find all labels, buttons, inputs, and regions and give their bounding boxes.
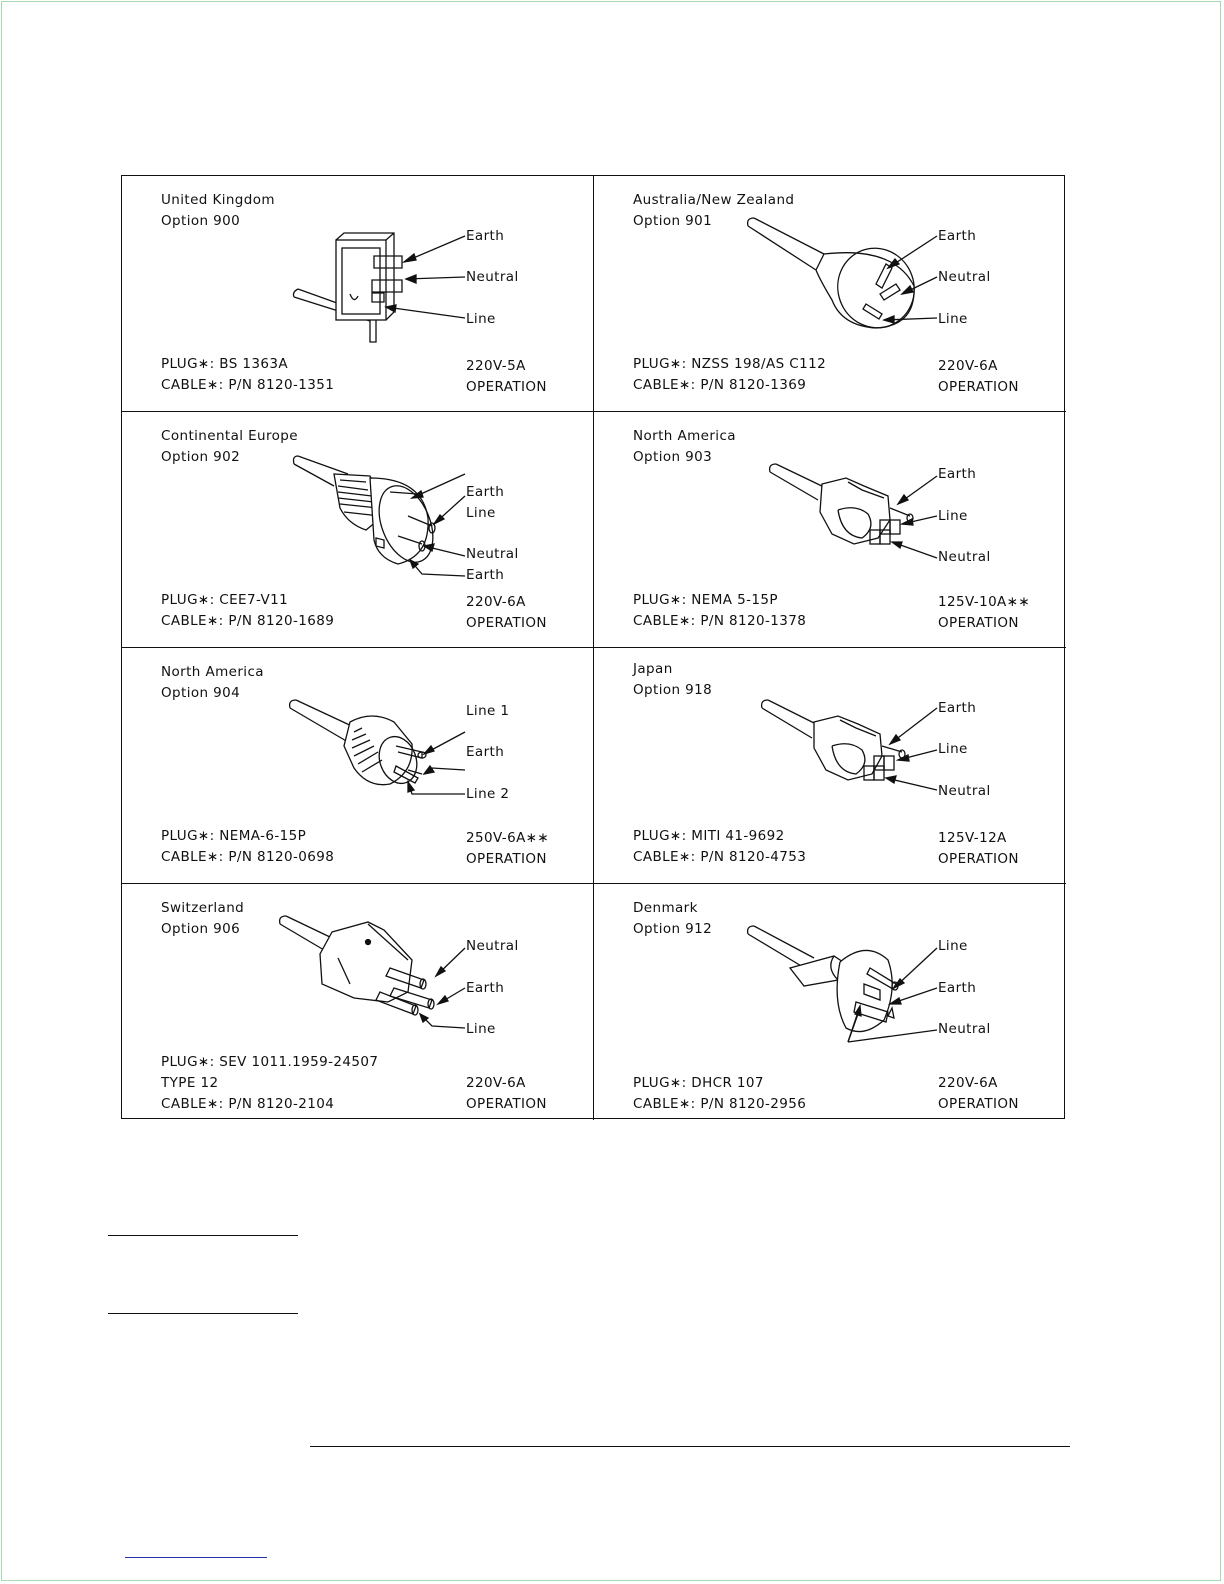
plug-cell-denmark bbox=[594, 884, 1066, 1120]
operation-label: OPERATION bbox=[466, 615, 547, 631]
section-rule bbox=[108, 1235, 298, 1236]
plug-spec: PLUG∗: CEE7-V11 bbox=[161, 592, 289, 608]
pin-label-line-2: Line 2 bbox=[466, 786, 510, 802]
pin-label-line-1: Line 1 bbox=[466, 703, 510, 719]
operation-label: OPERATION bbox=[938, 1096, 1019, 1112]
pin-label-line: Line bbox=[938, 311, 968, 327]
plug-spec: PLUG∗: MITI 41-9692 bbox=[633, 828, 785, 844]
plug-cell-nema-5-15 bbox=[594, 412, 1066, 648]
pin-label-line: Line bbox=[938, 741, 968, 757]
cable-part-number: CABLE∗: P/N 8120-2956 bbox=[633, 1096, 807, 1112]
cable-part-number: CABLE∗: P/N 8120-4753 bbox=[633, 849, 807, 865]
cable-part-number: CABLE∗: P/N 8120-1351 bbox=[161, 377, 335, 393]
option-number: Option 903 bbox=[633, 449, 713, 465]
operation-label: OPERATION bbox=[938, 615, 1019, 631]
country-name: Denmark bbox=[633, 900, 698, 916]
pin-label-line: Line bbox=[938, 508, 968, 524]
pin-label-neutral: Neutral bbox=[466, 546, 519, 562]
link-underline bbox=[125, 1557, 267, 1558]
option-number: Option 904 bbox=[161, 685, 241, 701]
plug-cell-japan bbox=[594, 648, 1066, 884]
pin-label-earth: Earth bbox=[466, 980, 505, 996]
plug-cell-europe bbox=[122, 412, 594, 648]
plug-cell-switzerland bbox=[122, 884, 594, 1120]
operation-label: OPERATION bbox=[466, 379, 547, 395]
plug-spec: PLUG∗: DHCR 107 bbox=[633, 1075, 764, 1091]
option-number: Option 902 bbox=[161, 449, 241, 465]
cable-part-number: CABLE∗: P/N 8120-1369 bbox=[633, 377, 807, 393]
pin-label-neutral: Neutral bbox=[938, 269, 991, 285]
country-name: United Kingdom bbox=[161, 192, 275, 208]
plug-spec: PLUG∗: SEV 1011.1959-24507 bbox=[161, 1054, 379, 1070]
voltage-rating: 125V-12A bbox=[938, 830, 1007, 846]
pin-label-neutral: Neutral bbox=[938, 783, 991, 799]
cable-part-number: CABLE∗: P/N 8120-1689 bbox=[161, 613, 335, 629]
power-cord-table bbox=[121, 175, 1065, 1119]
pin-label-line: Line bbox=[938, 938, 968, 954]
operation-label: OPERATION bbox=[466, 851, 547, 867]
pin-label-earth: Earth bbox=[466, 567, 505, 583]
plug-type: TYPE 12 bbox=[161, 1075, 219, 1091]
plug-cell-australia bbox=[594, 176, 1066, 412]
cable-part-number: CABLE∗: P/N 8120-1378 bbox=[633, 613, 807, 629]
operation-label: OPERATION bbox=[938, 851, 1019, 867]
pin-label-neutral: Neutral bbox=[466, 938, 519, 954]
voltage-rating: 125V-10A∗∗ bbox=[938, 594, 1031, 610]
pin-label-earth: Earth bbox=[938, 700, 977, 716]
pin-label-earth: Earth bbox=[938, 466, 977, 482]
voltage-rating: 220V-6A bbox=[466, 594, 526, 610]
country-name: North America bbox=[633, 428, 736, 444]
voltage-rating: 220V-5A bbox=[466, 358, 526, 374]
operation-label: OPERATION bbox=[938, 379, 1019, 395]
option-number: Option 900 bbox=[161, 213, 241, 229]
plug-cell-uk bbox=[122, 176, 594, 412]
pin-label-neutral: Neutral bbox=[466, 269, 519, 285]
pin-label-line: Line bbox=[466, 311, 496, 327]
voltage-rating: 220V-6A bbox=[938, 358, 998, 374]
country-name: Switzerland bbox=[161, 900, 245, 916]
pin-label-line: Line bbox=[466, 505, 496, 521]
footer-rule bbox=[310, 1446, 1070, 1447]
voltage-rating: 220V-6A bbox=[466, 1075, 526, 1091]
country-name: North America bbox=[161, 664, 264, 680]
voltage-rating: 220V-6A bbox=[938, 1075, 998, 1091]
pin-label-earth: Earth bbox=[466, 228, 505, 244]
cable-part-number: CABLE∗: P/N 8120-0698 bbox=[161, 849, 335, 865]
country-name: Continental Europe bbox=[161, 428, 298, 444]
option-number: Option 901 bbox=[633, 213, 713, 229]
plug-spec: PLUG∗: NZSS 198/AS C112 bbox=[633, 356, 827, 372]
pin-label-line: Line bbox=[466, 1021, 496, 1037]
option-number: Option 918 bbox=[633, 682, 713, 698]
plug-cell-nema-6-15 bbox=[122, 648, 594, 884]
operation-label: OPERATION bbox=[466, 1096, 547, 1112]
pin-label-neutral: Neutral bbox=[938, 1021, 991, 1037]
country-name: Australia/New Zealand bbox=[633, 192, 795, 208]
plug-spec: PLUG∗: NEMA 5-15P bbox=[633, 592, 778, 608]
country-name: Japan bbox=[633, 661, 673, 677]
voltage-rating: 250V-6A∗∗ bbox=[466, 830, 550, 846]
pin-label-earth: Earth bbox=[938, 980, 977, 996]
option-number: Option 912 bbox=[633, 921, 713, 937]
section-rule bbox=[108, 1313, 298, 1314]
pin-label-earth: Earth bbox=[466, 744, 505, 760]
cable-part-number: CABLE∗: P/N 8120-2104 bbox=[161, 1096, 335, 1112]
pin-label-earth: Earth bbox=[466, 484, 505, 500]
plug-spec: PLUG∗: BS 1363A bbox=[161, 356, 288, 372]
option-number: Option 906 bbox=[161, 921, 241, 937]
pin-label-neutral: Neutral bbox=[938, 549, 991, 565]
pin-label-earth: Earth bbox=[938, 228, 977, 244]
plug-spec: PLUG∗: NEMA-6-15P bbox=[161, 828, 307, 844]
